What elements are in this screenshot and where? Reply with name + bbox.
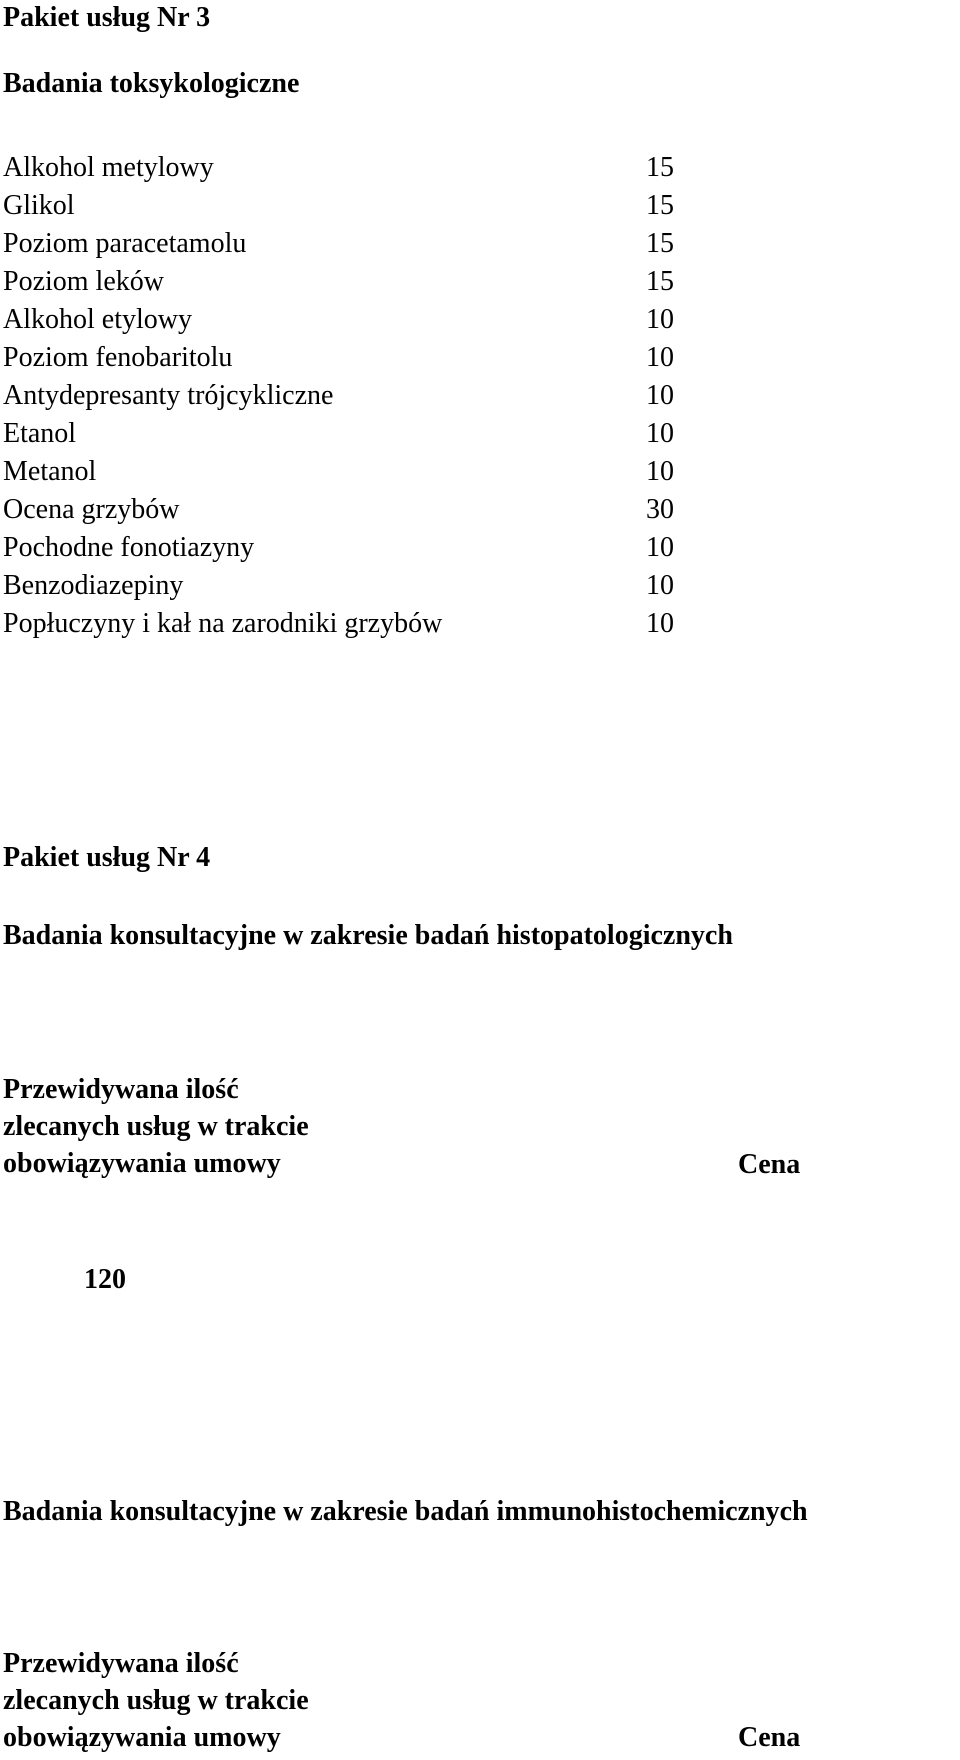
section1-price-header: Cena <box>738 1149 801 1180</box>
list-item <box>0 416 960 454</box>
section2-quantity-header <box>3 1645 309 1756</box>
list-item <box>0 530 960 568</box>
item-name: Alkohol etylowy <box>3 304 192 335</box>
item-name: Alkohol metylowy <box>3 152 214 183</box>
item-name: Popłuczyny i kał na zarodniki grzybów <box>3 608 443 639</box>
item-value: 10 <box>646 342 674 373</box>
item-name: Metanol <box>3 456 97 487</box>
item-value: 15 <box>646 266 674 297</box>
item-name: Etanol <box>3 418 77 449</box>
list-item <box>0 188 960 226</box>
item-name: Poziom fenobaritolu <box>3 342 233 373</box>
list-item <box>0 150 960 188</box>
section1-quantity-value: 120 <box>84 1264 126 1295</box>
list-item <box>0 454 960 492</box>
header-line: Przewidywana ilość <box>3 1074 239 1105</box>
list-item <box>0 302 960 340</box>
header-line: obowiązywania umowy <box>3 1148 281 1179</box>
item-value: 10 <box>646 418 674 449</box>
item-name: Pochodne fonotiazyny <box>3 532 255 563</box>
item-value: 10 <box>646 304 674 335</box>
item-value: 15 <box>646 228 674 259</box>
header-line: zlecanych usług w trakcie <box>3 1685 309 1716</box>
section1-heading: Badania konsultacyjne w zakresie badań histopatologicznych <box>3 920 733 951</box>
pakiet4-title: Pakiet usług Nr 4 <box>3 842 211 873</box>
list-item <box>0 226 960 264</box>
list-item <box>0 568 960 606</box>
item-value: 10 <box>646 380 674 411</box>
list-item <box>0 378 960 416</box>
item-name: Glikol <box>3 190 75 221</box>
item-value: 15 <box>646 190 674 221</box>
item-name: Antydepresanty trójcykliczne <box>3 380 334 411</box>
pakiet3-subtitle: Badania toksykologiczne <box>3 68 300 99</box>
item-value: 10 <box>646 608 674 639</box>
item-name: Ocena grzybów <box>3 494 180 525</box>
item-name: Poziom leków <box>3 266 164 297</box>
item-value: 10 <box>646 570 674 601</box>
list-item <box>0 492 960 530</box>
section2-price-header: Cena <box>738 1722 801 1753</box>
item-name: Benzodiazepiny <box>3 570 184 601</box>
item-value: 10 <box>646 456 674 487</box>
item-value: 15 <box>646 152 674 183</box>
list-item <box>0 340 960 378</box>
list-item <box>0 264 960 302</box>
header-line: Przewidywana ilość <box>3 1648 239 1679</box>
section2-heading: Badania konsultacyjne w zakresie badań immunohistochemicznych <box>3 1496 808 1527</box>
item-value: 10 <box>646 532 674 563</box>
pakiet3-title: Pakiet usług Nr 3 <box>3 2 211 33</box>
section1-quantity-header <box>3 1071 309 1182</box>
header-line: obowiązywania umowy <box>3 1722 281 1753</box>
item-name: Poziom paracetamolu <box>3 228 247 259</box>
toxicology-list <box>0 150 960 644</box>
list-item <box>0 606 960 644</box>
item-value: 30 <box>646 494 674 525</box>
header-line: zlecanych usług w trakcie <box>3 1111 309 1142</box>
